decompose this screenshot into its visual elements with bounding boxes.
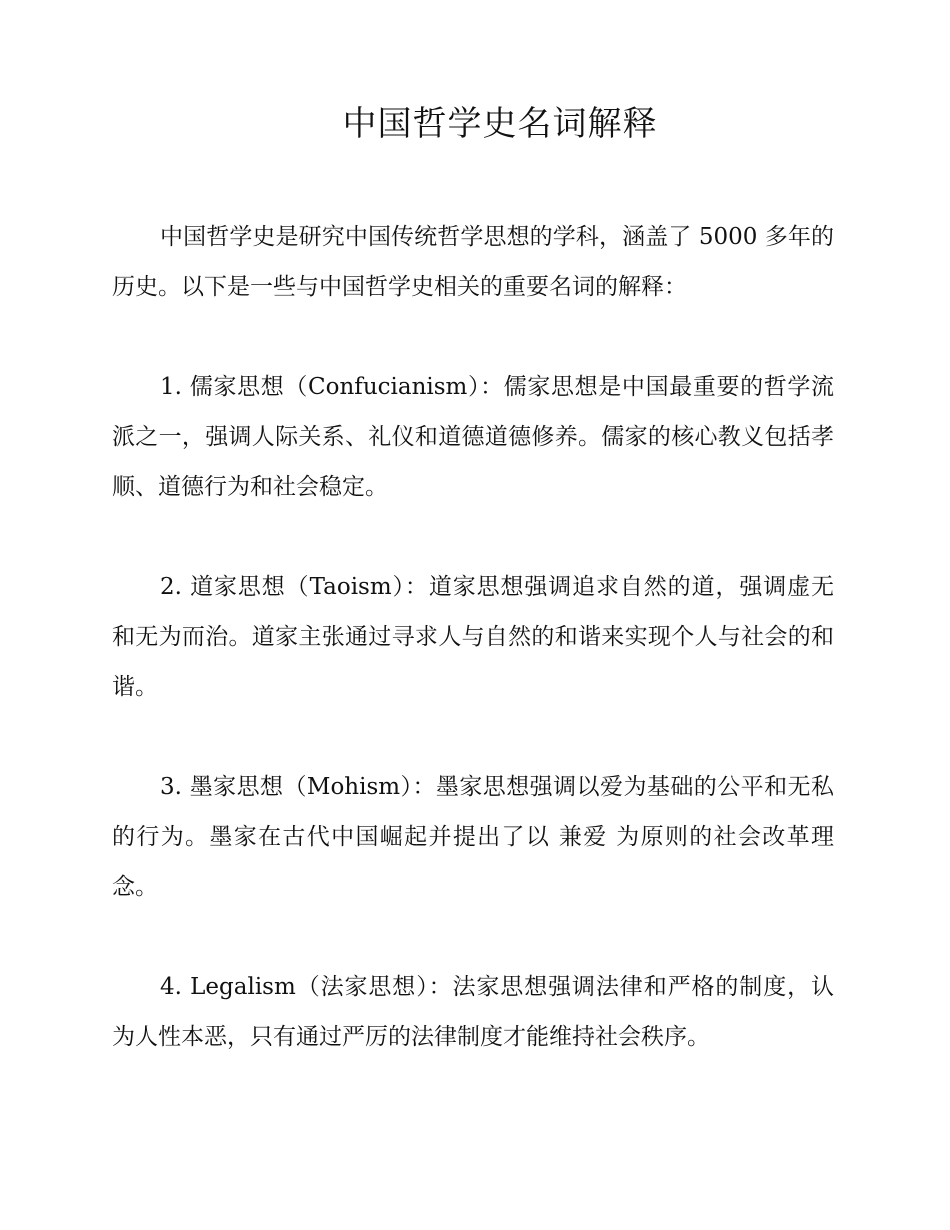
document-body [112,212,834,1112]
intro-paragraph: 中国哲学史是研究中国传统哲学思想的学科，涵盖了 5000 多年的历史。以下是一些与中国哲学史相关的重要名词的解释： [112,224,834,300]
term-taoism: 2. 道家思想（Taoism）：道家思想强调追求自然的道，强调虚无和无为而治。道家主张通过寻求人与自然的和谐来实现个人与社会的和谐。 [112,574,834,700]
term-legalism: 4. Legalism（法家思想）：法家思想强调法律和严格的制度，认为人性本恶，只有通过严厉的法律制度才能维持社会秩序。 [112,974,834,1050]
term-mohism: 3. 墨家思想（Mohism）：墨家思想强调以爱为基础的公平和无私的行为。墨家在古代中国崛起并提出了以 兼爱 为原则的社会改革理念。 [112,774,834,900]
page-title: 中国哲学史名词解释 [342,104,658,144]
term-confucianism: 1. 儒家思想（Confucianism）：儒家思想是中国最重要的哲学流派之一，强调人际关系、礼仪和道德道德修养。儒家的核心教义包括孝顺、道德行为和社会稳定。 [112,374,834,500]
